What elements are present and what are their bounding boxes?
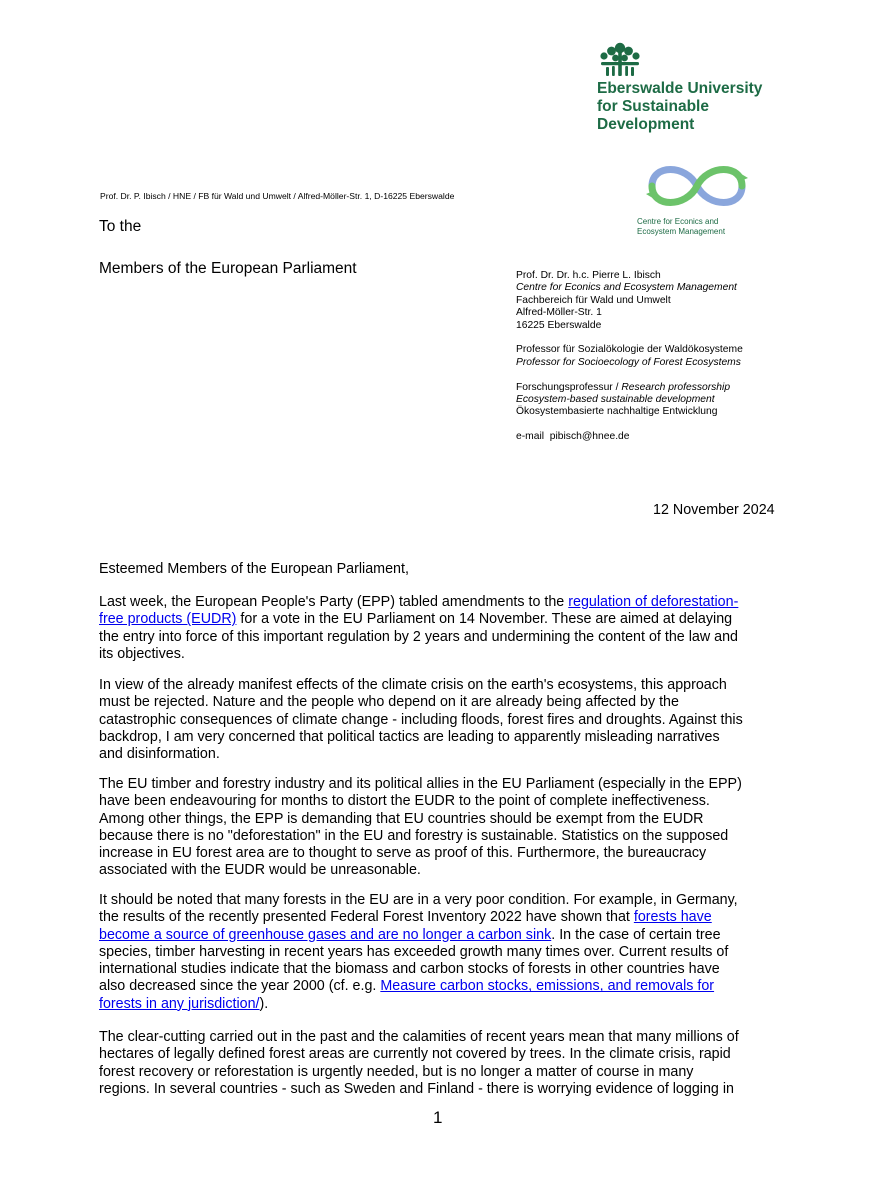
infinity-loop-icon	[642, 160, 752, 210]
carbon-stocks-link[interactable]: Measure carbon stocks, emissions, and removals for	[380, 978, 715, 995]
paragraph-2	[99, 677, 799, 763]
university-name-line-2: for Sustainable	[597, 98, 709, 115]
sender-address-block	[516, 270, 836, 444]
text: also decreased since the year 2000 (cf. e.g.	[99, 978, 381, 995]
paragraph-line: It should be noted that many forests in the EU are in a very poor condition. For example, in Germany,	[99, 892, 738, 908]
text: for a vote in the EU Parliament on 14 November. These are aimed at delaying	[236, 611, 733, 628]
paragraph-1	[99, 594, 799, 663]
paragraph-line: In view of the already manifest effects of the climate crisis on the earth's ecosystems, this approach	[99, 677, 727, 693]
page-number: 1	[433, 1108, 443, 1127]
sender-department: Fachbereich für Wald und Umwelt	[516, 294, 671, 306]
recipient-line-2: Members of the European Parliament	[99, 260, 357, 277]
email-label: e-mail	[516, 431, 545, 443]
paragraph-line	[99, 909, 799, 926]
paragraph-line: The clear-cutting carried out in the past and the calamities of recent years mean that many millions of	[99, 1029, 739, 1045]
paragraph-4	[99, 892, 799, 1013]
university-logo	[597, 42, 787, 134]
recipient-line-1: To the	[99, 218, 142, 235]
paragraph-line	[99, 611, 799, 628]
paragraph-line: increase in EU forest area are to thought to serve as proof of this. Furthermore, the bureaucracy	[99, 845, 707, 862]
paragraph-line: its objectives.	[99, 645, 185, 662]
forest-inventory-link-cont[interactable]: become a source of greenhouse gases and are no longer a carbon sink	[99, 926, 552, 943]
paragraph-line: forest recovery or reforestation is urgently needed, but is no longer a matter of course in many	[99, 1063, 694, 1080]
letter-date: 12 November 2024	[653, 502, 775, 518]
text: Last week, the European People's Party (EPP) tabled amendments to the	[99, 594, 569, 610]
paragraph-line	[99, 978, 799, 995]
tree-logo-icon	[597, 42, 643, 78]
text: the results of the recently presented Federal Forest Inventory 2022 have shown that	[99, 909, 634, 926]
centre-name-line-1: Centre for Econics and	[637, 217, 719, 226]
sender-focus-de: Ökosystembasierte nachhaltige Entwicklung	[516, 406, 718, 418]
text: ).	[259, 995, 269, 1012]
paragraph-line: regions. In several countries - such as Sweden and Finland - there is worrying evidence of logging in	[99, 1080, 734, 1097]
paragraph-line	[99, 594, 799, 611]
sender-centre: Centre for Econics and Ecosystem Management	[516, 282, 737, 294]
paragraph-line	[99, 996, 799, 1013]
paragraph-line: have been endeavouring for months to distort the EUDR to the point of complete ineffectiveness.	[99, 793, 710, 810]
paragraph-line: associated with the EUDR would be unreasonable.	[99, 862, 421, 879]
forest-inventory-link[interactable]: forests have	[633, 909, 712, 926]
text: . In the case of certain tree	[551, 926, 721, 943]
university-name-line-3: Development	[597, 116, 695, 133]
paragraph-line: international studies indicate that the biomass and carbon stocks of forests in other countries have	[99, 961, 720, 978]
paragraph-line	[99, 927, 799, 944]
sender-name: Prof. Dr. Dr. h.c. Pierre L. Ibisch	[516, 270, 661, 281]
paragraph-line: The EU timber and forestry industry and its political allies in the EU Parliament (especially in the EPP)	[99, 776, 742, 792]
sender-email	[516, 431, 836, 443]
university-name-line-1: Eberswalde University	[597, 80, 763, 97]
paragraph-line: catastrophic consequences of climate change - including floods, forest fires and droughts. Against this	[99, 711, 743, 728]
paragraph-line: hectares of legally defined forest areas are currently not covered by trees. In the climate crisis, rapid	[99, 1046, 731, 1063]
eudr-regulation-link[interactable]: regulation of deforestation-	[568, 594, 739, 610]
paragraph-line: Among other things, the EPP is demanding that EU countries should be exempt from the EUDR	[99, 810, 704, 827]
centre-logo	[637, 160, 757, 237]
sender-focus-en: Ecosystem-based sustainable development	[516, 394, 715, 406]
paragraph-line: must be rejected. Nature and the people who depend on it are already being affected by the	[99, 694, 679, 711]
paragraph-line: and disinformation.	[99, 746, 220, 763]
research-en: Research professorship	[621, 381, 731, 393]
paragraph-line: backdrop, I am very concerned that political tactics are leading to apparently misleading narratives	[99, 728, 720, 745]
paragraph-line: because there is no "deforestation" in the EU and forestry is sustainable. Statistics on the supposed	[99, 827, 729, 844]
sender-return-line: Prof. Dr. P. Ibisch / HNE / FB für Wald und Umwelt / Alfred-Möller-Str. 1, D-16225 Eberswalde	[100, 191, 455, 201]
paragraph-5	[99, 1029, 799, 1098]
sender-research	[516, 382, 836, 394]
centre-name-line-2: Ecosystem Management	[637, 227, 726, 236]
sender-title-de: Professor für Sozialökologie der Waldökosysteme	[516, 344, 743, 356]
paragraph-line: species, timber harvesting in recent years has exceeded growth many times over. Current results of	[99, 943, 729, 960]
paragraph-line: the entry into force of this important regulation by 2 years and undermining the content of the law and	[99, 628, 738, 645]
email-address: pibisch@hnee.de	[549, 431, 630, 443]
sender-street: Alfred-Möller-Str. 1	[516, 307, 602, 319]
carbon-stocks-link-cont[interactable]: forests in any jurisdiction/	[99, 995, 260, 1012]
salutation: Esteemed Members of the European Parliament,	[99, 561, 409, 577]
research-de: Forschungsprofessur /	[516, 381, 622, 393]
sender-city: 16225 Eberswalde	[516, 319, 602, 331]
eudr-regulation-link-cont[interactable]: free products (EUDR)	[99, 611, 237, 628]
sender-title-en: Professor for Socioecology of Forest Ecosystems	[516, 356, 741, 368]
paragraph-3	[99, 776, 799, 880]
